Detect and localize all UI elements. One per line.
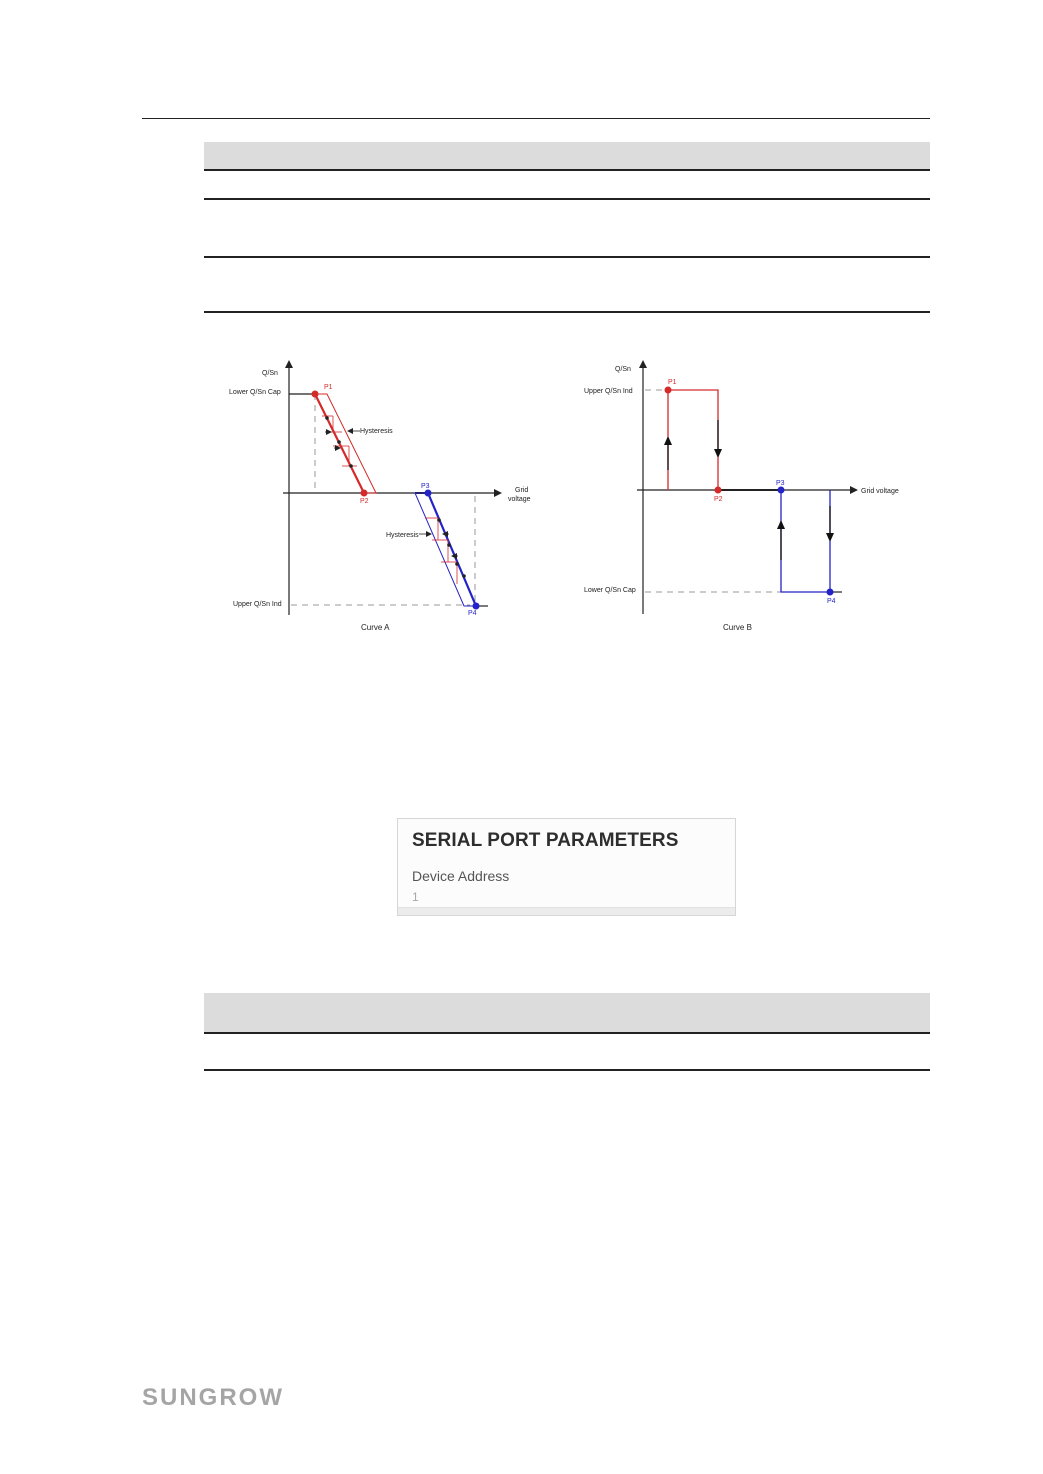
- table-1-header: [204, 142, 930, 169]
- curve-a-y-label: Q/Sn: [262, 370, 278, 377]
- curve-b-label-p2: P2: [714, 496, 723, 503]
- curve-a-blue-dot: [455, 562, 459, 566]
- table-1-rule: [204, 198, 930, 200]
- curve-a-blue-dot: [447, 543, 451, 547]
- curve-b-x-label: Grid voltage: [861, 488, 899, 495]
- curve-a-x-label-line2: voltage: [508, 496, 531, 503]
- curve-a-blue-band: [415, 493, 476, 606]
- curve-a-point-p4: [473, 603, 480, 610]
- curve-b-point-p1: [665, 387, 672, 394]
- curve-a-label-p2: P2: [360, 498, 369, 505]
- curve-a-x-label-line1: Grid: [515, 487, 529, 494]
- serial-panel-title: SERIAL PORT PARAMETERS: [412, 830, 679, 851]
- curve-b-lower-cap-label: Lower Q/Sn Cap: [584, 587, 636, 594]
- curve-b-diagram: [578, 355, 918, 640]
- curve-b-point-p4: [827, 589, 834, 596]
- curve-b-y-label: Q/Sn: [615, 366, 631, 373]
- panel-bottom-strip: [398, 907, 735, 915]
- sungrow-logo: SUNGROW: [142, 1384, 284, 1411]
- curve-b-label-p4: P4: [827, 598, 836, 605]
- device-address-label[interactable]: Device Address: [412, 868, 510, 884]
- curve-a-label-p4: P4: [468, 610, 477, 617]
- table-1-rule: [204, 311, 930, 313]
- curve-a-caption: Curve A: [361, 623, 390, 632]
- curve-a-blue-dot: [462, 574, 466, 578]
- table-2-header: [204, 993, 930, 1032]
- table-2-rule: [204, 1069, 930, 1071]
- curve-a-lower-cap-label: Lower Q/Sn Cap: [229, 389, 281, 396]
- curve-b-point-p3: [778, 487, 785, 494]
- curve-b-upper-ind-label: Upper Q/Sn Ind: [584, 388, 633, 395]
- curve-a-red-dot: [325, 416, 329, 420]
- table-1-rule: [204, 256, 930, 258]
- curve-a-blue-main: [428, 493, 476, 606]
- curve-b-blue-loop: [781, 490, 830, 592]
- table-1-rule: [204, 169, 930, 171]
- serial-port-panel: [397, 818, 736, 916]
- curve-b-label-p1: P1: [668, 379, 677, 386]
- curve-b-point-p2: [715, 487, 722, 494]
- curve-a-hysteresis-label: Hysteresis: [386, 532, 419, 539]
- curve-a-diagram: [220, 355, 550, 640]
- curve-a-red-dot: [337, 440, 341, 444]
- device-address-value[interactable]: 1: [412, 890, 419, 904]
- curve-a-label-p3: P3: [421, 483, 430, 490]
- curve-a-upper-ind-label: Upper Q/Sn Ind: [233, 601, 282, 608]
- curve-a-point-p1: [312, 391, 319, 398]
- table-2-rule: [204, 1032, 930, 1034]
- curve-b-label-p3: P3: [776, 480, 785, 487]
- curve-a-red-band: [315, 394, 376, 493]
- curve-a-red-dot: [349, 464, 353, 468]
- curve-a-point-p2: [361, 490, 368, 497]
- curve-a-hysteresis-label: Hysteresis: [360, 428, 393, 435]
- curve-a-point-p3: [425, 490, 432, 497]
- header-rule: [142, 118, 930, 119]
- curve-a-label-p1: P1: [324, 384, 333, 391]
- curve-a-blue-dot: [437, 518, 441, 522]
- curve-b-red-loop: [668, 390, 718, 490]
- curve-b-caption: Curve B: [723, 623, 752, 632]
